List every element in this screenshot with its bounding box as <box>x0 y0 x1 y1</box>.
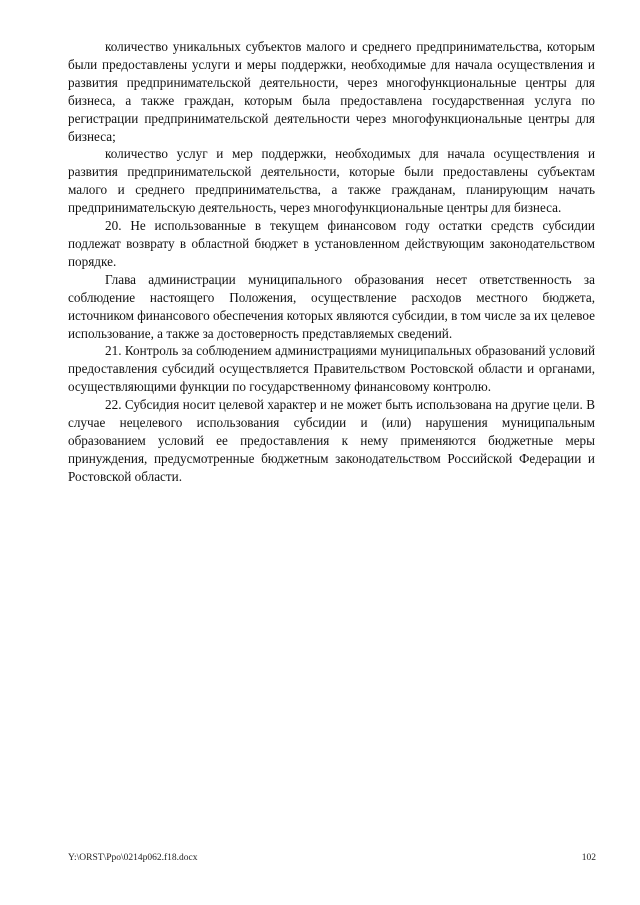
page-footer <box>68 853 596 863</box>
paragraph-clause-22: 22. Субсидия носит целевой характер и не может быть использована на другие цели. В случае нецелевого использования субсидии и (или) нарушения муниципальным образованием условий ее предоставления к нему применяются бюджетные меры принуждения, предусмотренные бюджетным законодательством Российской Федерации и Ростовской области. <box>68 397 595 484</box>
footer-page-number: 102 <box>581 853 596 863</box>
footer-file-path: Y:\ORST\Ppo\0214p062.f18.docx <box>68 853 198 863</box>
paragraph-count-services: количество услуг и мер поддержки, необходимых для начала осуществления и развития предпринимательской деятельности, которые были предоставлены субъектам малого и среднего предпринимательства, а также гражданам, планирующим начать предпринимательскую деятельность, через многофункциональные центры для бизнеса. <box>68 146 595 216</box>
document-body <box>68 38 595 486</box>
paragraph-clause-21: 21. Контроль за соблюдением администрациями муниципальных образований условий предоставления субсидий осуществляется Правительством Ростовской области и органами, осуществляющими функции по государственному финансовому контролю. <box>68 343 595 395</box>
paragraph-count-subjects: количество уникальных субъектов малого и среднего предпринимательства, которым были предоставлены услуги и меры поддержки, необходимые для начала осуществления и развития предпринимательской деятельности, через многофункциональные центры для бизнеса, а также граждан, которым была предоставлена государственная услуга по регистрации предпринимательской деятельности через многофункциональные центры для бизнеса; <box>68 39 595 144</box>
paragraph-clause-20: 20. Не использованные в текущем финансовом году остатки средств субсидии подлежат возврату в областной бюджет в установленном действующим законодательством порядке. <box>68 218 595 269</box>
paragraph-head-responsibility: Глава администрации муниципального образования несет ответственность за соблюдение настоящего Положения, осуществление расходов местного бюджета, источником финансового обеспечения которых являются субсидии, в том числе за их целевое использование, а также за достоверность представляемых сведений. <box>68 271 595 341</box>
